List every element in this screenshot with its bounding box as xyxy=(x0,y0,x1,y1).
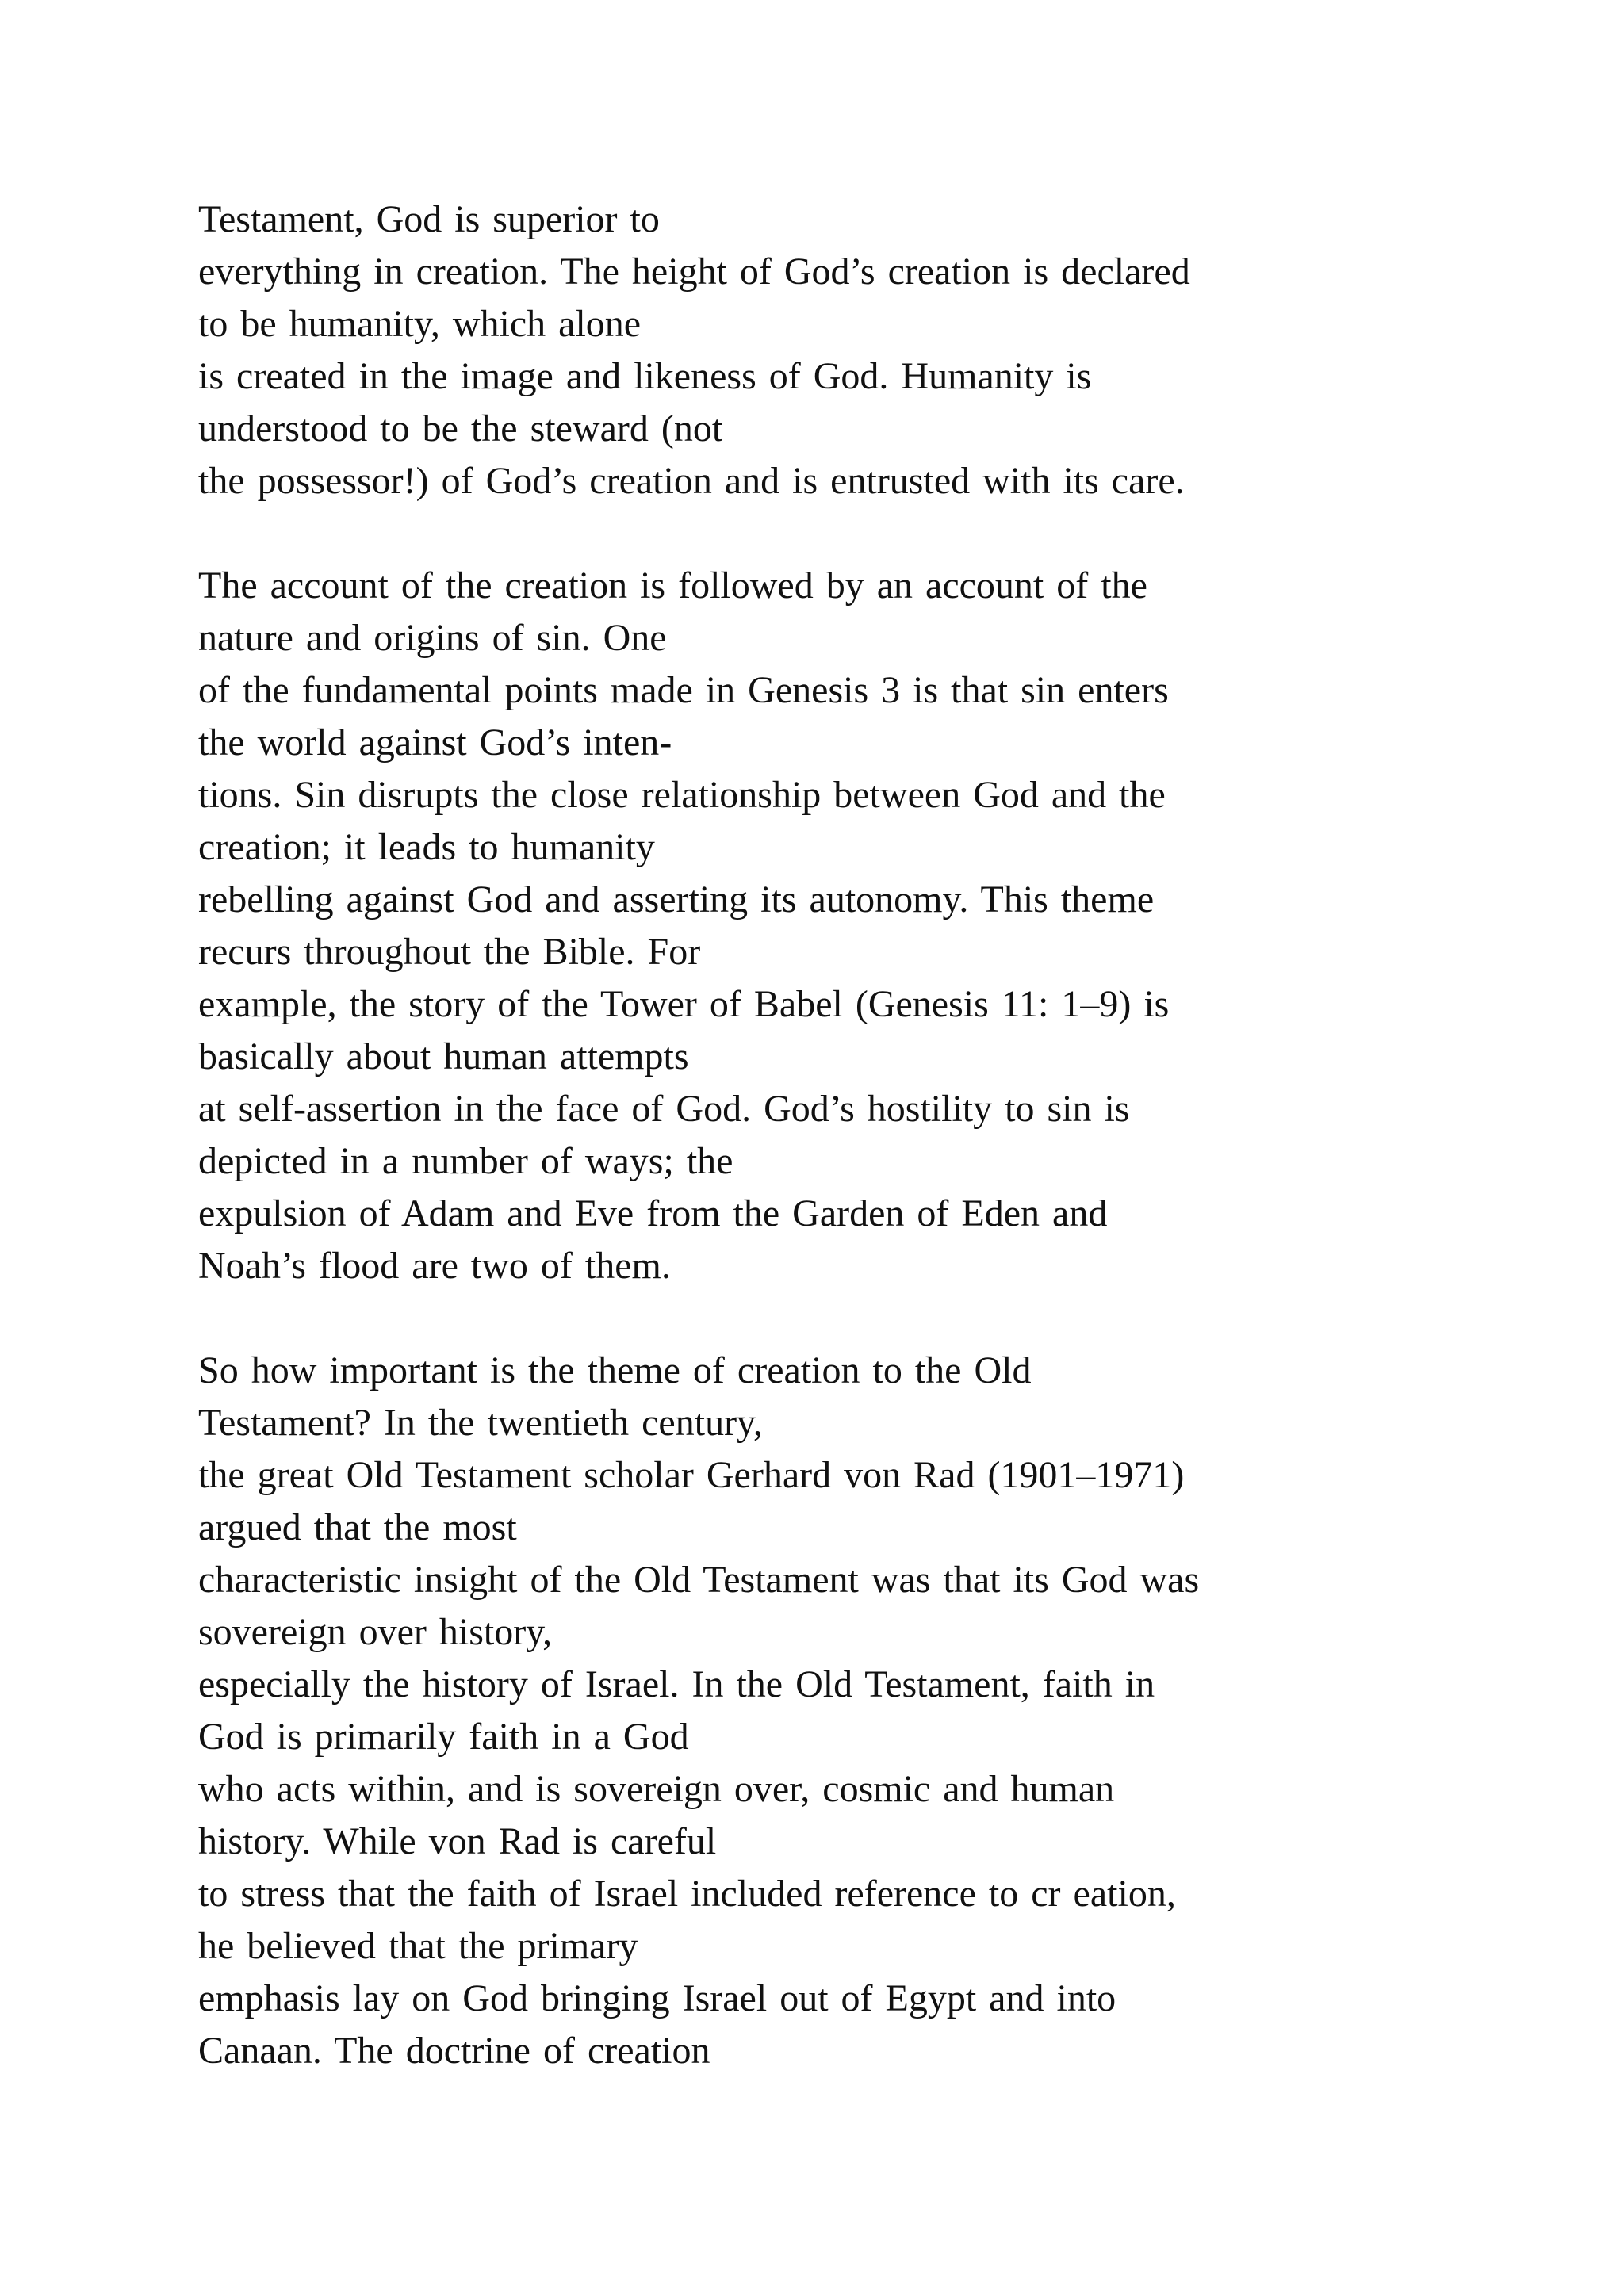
text-line: sovereign over history, xyxy=(198,1611,553,1653)
text-line: Noah’s flood are two of them. xyxy=(198,1245,671,1287)
text-line: especially the history of Israel. In the Old Testament, faith in xyxy=(198,1663,1155,1705)
text-line: So how important is the theme of creation to the Old xyxy=(198,1349,1032,1391)
text-line: emphasis lay on God bringing Israel out of Egypt and into xyxy=(198,1977,1116,2019)
text-line: to be humanity, which alone xyxy=(198,303,642,345)
paragraph-origins-of-sin xyxy=(198,560,1499,1292)
text-line: history. While von Rad is careful xyxy=(198,1820,717,1862)
text-line: The account of the creation is followed by an account of the xyxy=(198,564,1147,607)
text-line: creation; it leads to humanity xyxy=(198,826,655,868)
text-line: nature and origins of sin. One xyxy=(198,617,667,659)
text-line: everything in creation. The height of God’s creation is declared xyxy=(198,251,1190,293)
text-line: characteristic insight of the Old Testament was that its God was xyxy=(198,1559,1200,1601)
text-line: is created in the image and likeness of God. Humanity is xyxy=(198,355,1092,397)
text-line: recurs throughout the Bible. For xyxy=(198,931,701,973)
text-line: the world against God’s inten- xyxy=(198,721,672,763)
text-line: Testament, God is superior to xyxy=(198,198,660,240)
text-line: expulsion of Adam and Eve from the Garden of Eden and xyxy=(198,1192,1108,1234)
text-line: example, the story of the Tower of Babel (Genesis 11: 1–9) is xyxy=(198,983,1170,1025)
text-line: understood to be the steward (not xyxy=(198,408,723,450)
text-line: Canaan. The doctrine of creation xyxy=(198,2030,710,2072)
text-line: who acts within, and is sovereign over, cosmic and human xyxy=(198,1768,1115,1810)
text-line: argued that the most xyxy=(198,1506,517,1548)
text-line: God is primarily faith in a God xyxy=(198,1716,689,1758)
text-line: to stress that the faith of Israel included reference to cr eation, xyxy=(198,1873,1176,1915)
text-line: at self-assertion in the face of God. God’s hostility to sin is xyxy=(198,1088,1130,1130)
text-line: the great Old Testament scholar Gerhard von Rad (1901–1971) xyxy=(198,1454,1185,1496)
paragraph-creation-stewardship xyxy=(198,193,1499,507)
document-page xyxy=(198,193,1499,2077)
text-line: rebelling against God and asserting its autonomy. This theme xyxy=(198,878,1155,920)
text-line: depicted in a number of ways; the xyxy=(198,1140,733,1182)
text-line: he believed that the primary xyxy=(198,1925,638,1967)
text-line: of the fundamental points made in Genesis 3 is that sin enters xyxy=(198,669,1169,711)
paragraph-von-rad xyxy=(198,1345,1499,2077)
text-line: Testament? In the twentieth century, xyxy=(198,1402,763,1444)
text-line: the possessor!) of God’s creation and is entrusted with its care. xyxy=(198,460,1185,502)
text-line: basically about human attempts xyxy=(198,1035,689,1077)
text-line: tions. Sin disrupts the close relationship between God and the xyxy=(198,774,1166,816)
